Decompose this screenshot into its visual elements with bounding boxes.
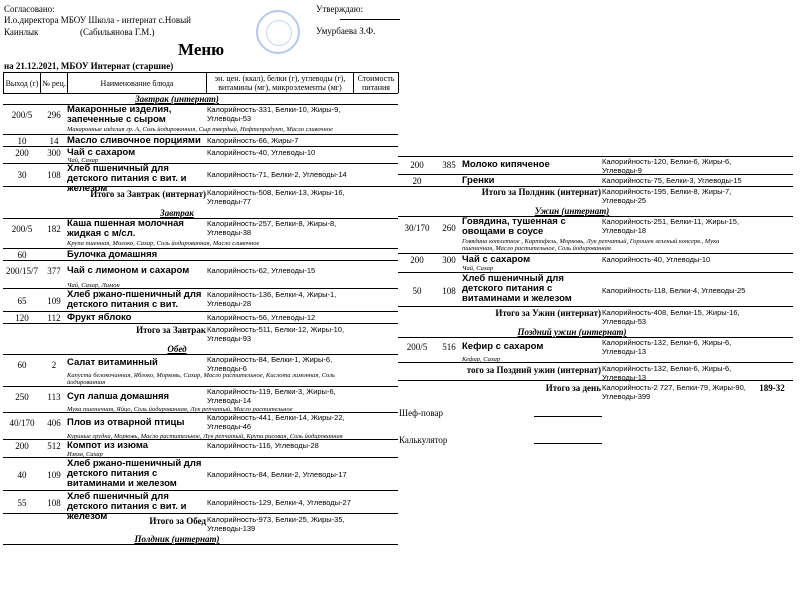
section-lunch: Обед: [167, 344, 187, 354]
total-day-nutrition: Калорийность-2 727, Белки-79, Жиры-90, Углеводы-399: [602, 383, 746, 401]
dish-name: Чай с сахаром: [462, 254, 531, 265]
director-line: И.о.директора МБОУ Школа - интернат с.Новый: [4, 15, 191, 25]
dish-name: Хлеб пшеничный для детского питания с витаминами и железом: [462, 273, 572, 304]
yield: 40: [17, 470, 27, 480]
ingredients: Кефир, Сахар: [462, 356, 501, 363]
yield: 200/15/7: [5, 266, 38, 276]
total-snack-internat: Итого за Полдник (интернат): [481, 187, 601, 197]
recipe-number: 385: [442, 160, 456, 170]
nutrition: Калорийность-84, Белки-1, Жиры-6, Углеводы-6: [207, 355, 333, 373]
approve-signature-line: [340, 19, 400, 20]
yield: 120: [15, 313, 29, 323]
dish-name: Булочка домашняя: [67, 249, 158, 260]
nutrition: Калорийность-118, Белки-4, Углеводы-25: [602, 286, 746, 295]
nutrition: Калорийность-40, Углеводы-10: [602, 255, 711, 264]
dish-name: Хлеб пшеничный для детского питания с вит. и железом: [67, 491, 187, 522]
calculator-signature-line: [534, 443, 602, 444]
yield: 30: [17, 170, 27, 180]
yield: 200: [410, 160, 424, 170]
ingredients: Макаронные изделия гр. А, Соль йодированная, Сыр твердый, Нефтепродукт, Масло сливочное: [67, 126, 333, 133]
ingredients: Капуста белокочанная, Яблоко, Морковь, Сахар, Масло растительное, Кислота лимонная, Соль йодированная: [67, 372, 335, 386]
recipe-number: 296: [47, 110, 61, 120]
dish-name: Салат витаминный: [67, 357, 158, 368]
chef-label: Шеф-повар: [399, 408, 443, 418]
ingredients: Изюм, Сахар: [67, 451, 103, 458]
section-snack: Полдник (интернат): [134, 534, 220, 544]
calculator-label: Калькулятор: [399, 435, 448, 445]
nutrition: Калорийность-441, Белки-14, Жиры-22, Углеводы-46: [207, 413, 345, 431]
total-breakfast: Итого за Завтрак: [136, 325, 206, 335]
agreed-label: Согласовано:: [4, 4, 55, 14]
page-title: Меню: [178, 40, 225, 59]
dish-name: Хлеб ржано-пшеничный для детского питания с витаминами и железом: [67, 458, 202, 489]
section-dinner-internat: Ужин (интернат): [534, 206, 610, 216]
dish-name: Молоко кипяченое: [462, 159, 550, 170]
col-cost: Стоимость питания: [357, 74, 395, 92]
yield: 200/5: [11, 224, 33, 234]
nutrition: Калорийность-257, Белки-8, Жиры-8, Углеводы-38: [207, 219, 337, 237]
dish-name: Суп лапша домашняя: [67, 391, 170, 402]
yield: 60: [17, 250, 27, 260]
nutrition: Калорийность-136, Белки-4, Жиры-1, Углеводы-28: [207, 290, 337, 308]
recipe-number: 300: [442, 255, 456, 265]
yield: 40/170: [9, 418, 35, 428]
recipe-number: 2: [51, 360, 57, 370]
total-nutrition: Калорийность-195, Белки-8, Жиры-7, Углеводы-25: [602, 187, 732, 205]
total-nutrition: Калорийность-973, Белки-25, Жиры-35, Углеводы-139: [207, 515, 345, 533]
total-late-dinner: того за Поздний ужин (интернат): [466, 365, 601, 375]
approve-label: Утверждаю:: [316, 4, 364, 14]
total-nutrition: Калорийность-408, Белки-15, Жиры-16, Углеводы-53: [602, 308, 740, 326]
yield: 200/5: [11, 110, 33, 120]
approver-name: Умурбаева З.Ф.: [316, 26, 376, 36]
col-dish: Наименование блюда: [100, 79, 174, 88]
dish-name: Фрукт яблоко: [67, 312, 132, 323]
total-lunch: Итого за Обед: [149, 516, 206, 526]
nutrition: Калорийность-62, Углеводы-15: [207, 266, 316, 275]
nutrition: Калорийность-75, Белки-3, Углеводы-15: [602, 176, 742, 185]
director-line-2: Каинлык: [4, 27, 39, 37]
yield: 30/170: [404, 223, 430, 233]
nutrition: Калорийность-56, Углеводы-12: [207, 313, 316, 322]
total-breakfast-internat: Итого за Завтрак (интернат): [90, 189, 206, 199]
dish-name: Чай с сахаром: [67, 147, 136, 158]
ingredients: Мука пшеничная, Яйцо, Соль йодированная, Лук репчатый, Масло растительное: [67, 406, 293, 413]
col-nutrition: эн. цен. (ккал), белки (г), углеводы (г), витамины (мг), микроэлементы (мг): [214, 74, 346, 92]
dish-name: Хлеб ржано-пшеничный для детского питания с вит.: [67, 289, 202, 310]
yield: 20: [412, 176, 422, 186]
total-day: Итого за день: [545, 383, 601, 393]
ingredients: Куриные грудки, Морковь, Масло растительное, Лук репчатый, Крупа рисовая, Соль йодированная: [67, 433, 343, 440]
director-name: (Сабильянова Г.М.): [80, 27, 155, 37]
recipe-number: 108: [442, 286, 456, 296]
recipe-number: 182: [47, 224, 61, 234]
section-breakfast-internat: Завтрак (интернат): [135, 94, 219, 104]
yield: 200/5: [406, 342, 428, 352]
total-nutrition: Калорийность-511, Белки-12, Жиры-10, Углеводы-93: [207, 325, 345, 343]
recipe-number: 109: [47, 296, 61, 306]
nutrition: Калорийность-331, Белки-10, Жиры-9, Углеводы-53: [207, 105, 341, 123]
nutrition: Калорийность-120, Белки-6, Жиры-6, Углеводы-9: [602, 157, 732, 175]
nutrition: Калорийность-116, Углеводы-28: [207, 441, 319, 450]
dish-name: Хлеб пшеничный для детского питания с вит. и железом: [67, 163, 187, 194]
dish-name: Компот из изюма: [67, 440, 149, 451]
nutrition: Калорийность-132, Белки-6, Жиры-6, Углеводы-13: [602, 338, 732, 356]
date-line: на 21.12.2021, МБОУ Интернат (старшие): [4, 61, 174, 71]
nutrition: Калорийность-84, Белки-2, Углеводы-17: [207, 470, 347, 479]
dish-name: Говядина, тушенная с овощами в соусе: [462, 216, 566, 237]
recipe-number: 300: [47, 148, 61, 158]
dish-name: Каша пшенная молочная жидкая с м/сл.: [67, 218, 184, 239]
section-breakfast: Завтрак: [160, 208, 194, 218]
recipe-number: 512: [47, 441, 61, 451]
yield: 55: [17, 498, 27, 508]
ingredients: Говядина котлетное , Картофель, Морковь, Лук репчатый, Горошек зеленый консерв., Мука пшеничная, Масло растительное, Соль йодированная: [462, 238, 720, 252]
recipe-number: 113: [47, 392, 61, 402]
yield: 50: [412, 286, 422, 296]
recipe-number: 112: [47, 313, 61, 323]
ingredients: Чай, Сахар: [462, 265, 494, 272]
yield: 60: [17, 360, 27, 370]
dish-name: Кефир с сахаром: [462, 341, 544, 352]
recipe-number: 108: [47, 170, 61, 180]
total-dinner-internat: Итого за Ужин (интернат): [495, 308, 601, 318]
chef-signature-line: [534, 416, 602, 417]
ingredients: Чай, Сахар, Лимон: [67, 282, 120, 289]
recipe-number: 406: [47, 418, 61, 428]
ingredients: Чай, Сахар: [67, 157, 99, 164]
dish-name: Масло сливочное порциями: [67, 135, 201, 146]
nutrition: Калорийность-251, Белки-11, Жиры-15, Углеводы-18: [602, 217, 740, 235]
dish-name: Плов из отварной птицы: [67, 417, 185, 428]
recipe-number: 14: [49, 136, 59, 146]
col-yield: Выход (г): [5, 79, 39, 88]
yield: 200: [410, 255, 424, 265]
recipe-number: 516: [442, 342, 456, 352]
ingredients: Крупа пшенная, Молоко, Сахар, Соль йодированная, Масло сливочное: [67, 240, 260, 247]
nutrition: Калорийность-40, Углеводы-10: [207, 148, 316, 157]
nutrition: Калорийность-66, Жиры-7: [207, 136, 299, 145]
total-nutrition: Калорийность-132, Белки-6, Жиры-6, Углеводы-13: [602, 364, 732, 382]
recipe-number: 377: [47, 266, 61, 276]
dish-name: Гренки: [462, 175, 495, 186]
total-nutrition: Калорийность-508, Белки-13, Жиры-16, Углеводы-77: [207, 188, 345, 206]
recipe-number: 108: [47, 498, 61, 508]
yield: 65: [17, 296, 27, 306]
col-recipe: № рец.: [42, 79, 66, 88]
stamp-seal: [256, 10, 300, 54]
nutrition: Калорийность-71, Белки-2, Углеводы-14: [207, 170, 347, 179]
yield: 250: [15, 392, 29, 402]
yield: 200: [15, 441, 29, 451]
recipe-number: 109: [47, 470, 61, 480]
dish-name: Чай с лимоном и сахаром: [67, 265, 190, 276]
yield: 10: [17, 136, 27, 146]
total-day-cost: 189-32: [759, 383, 785, 393]
nutrition: Калорийность-119, Белки-3, Жиры-6, Углеводы-14: [207, 387, 336, 405]
dish-name: Макаронные изделия, запеченные с сыром: [67, 104, 172, 125]
recipe-number: 260: [442, 223, 456, 233]
yield: 200: [15, 148, 29, 158]
section-late-dinner: Поздний ужин (интернат): [517, 327, 627, 337]
nutrition: Калорийность-129, Белки-4, Углеводы-27: [207, 498, 351, 507]
